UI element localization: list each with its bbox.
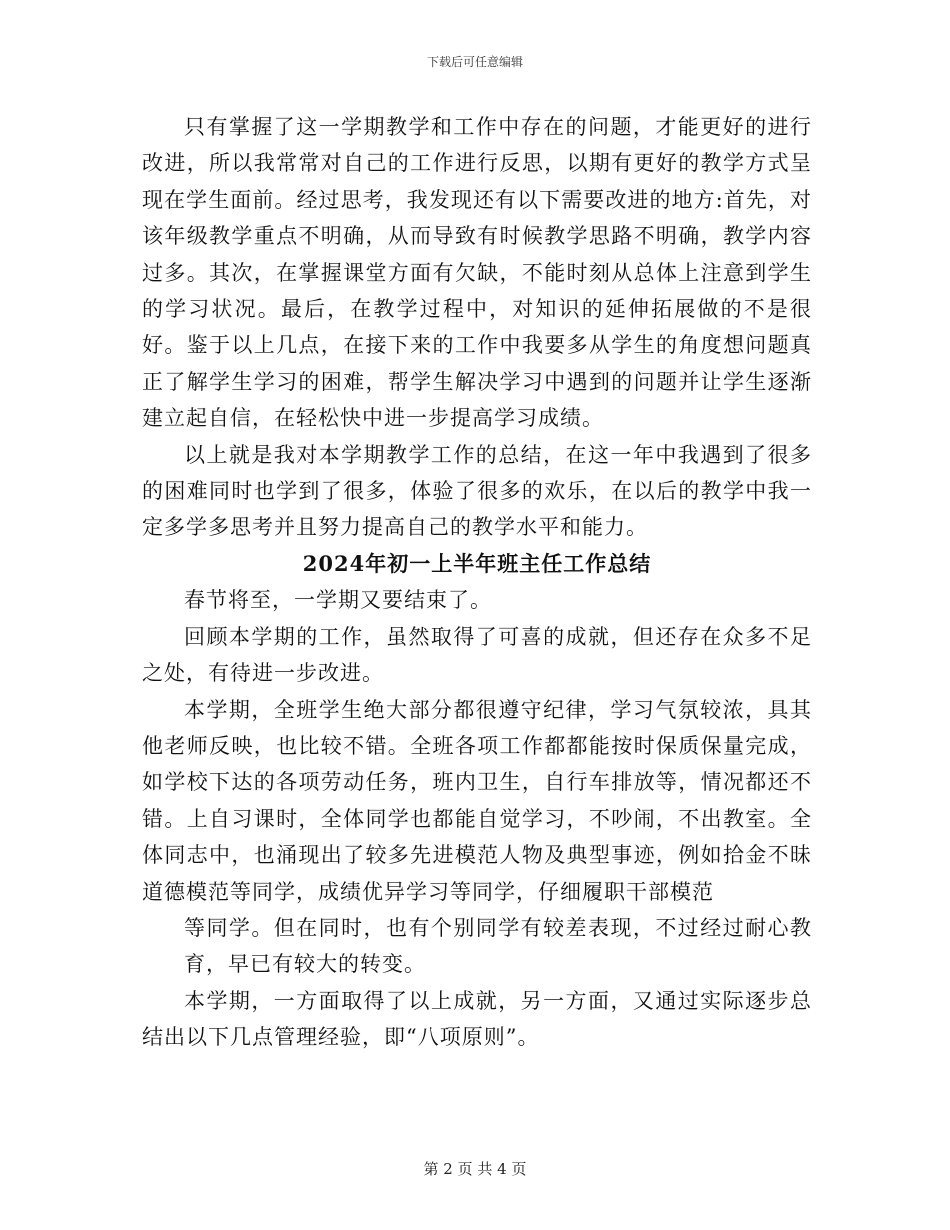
paragraph-class-status: 本学期，全班学生绝大部分都很遵守纪律，学习气氛较浓，具其他老师反映，也比较不错。全班各项工作都都能按时保质保量完成，如学校下达的各项劳动任务，班内卫生，自行车排放等，情况都还不错。上自习课时，全体同学也都能自觉学习，不吵闹，不出教室。全体同志中，也涌现出了较多先进模范人物及典型事迹，例如拾金不昧道德模范等同学，成绩优异学习等同学，仔细履职干部模范 [142,697,812,904]
paragraph-continuation: 等同学。但在同时，也有个别同学有较差表现，不过经过耐心教育，早已有较大的转变。 [184,915,812,977]
paragraph-conclusion: 以上就是我对本学期教学工作的总结，在这一年中我遇到了很多的困难同时也学到了很多，体验了很多的欢乐，在以后的教学中我一定多学多思考并且努力提高自己的教学水平和能力。 [142,442,812,540]
page-header: 下载后可任意编辑 [426,55,523,69]
page-number-footer: 第 2 页 共 4 页 [423,1160,527,1178]
paragraph-review: 回顾本学期的工作，虽然取得了可喜的成就，但还存在众多不足之处，有待进一步改进。 [142,624,812,686]
paragraph-intro: 春节将至，一学期又要结束了。 [184,588,492,613]
paragraph-experience: 本学期，一方面取得了以上成就，另一方面，又通过实际逐步总结出以下几点管理经验，即“八项原则”。 [142,988,812,1050]
section-title: 2024年初一上半年班主任工作总结 [302,550,652,576]
paragraph-reflection: 只有掌握了这一学期教学和工作中存在的问题，才能更好的进行改进，所以我常常对自己的工作进行反思，以期有更好的教学方式呈现在学生面前。经过思考，我发现还有以下需要改进的地方:首先，对该年级教学重点不明确，从而导致有时候教学思路不明确，教学内容过多。其次，在掌握课堂方面有欠缺，不能时刻从总体上注意到学生的学习状况。最后，在教学过程中，对知识的延伸拓展做的不是很好。鉴于以上几点，在接下来的工作中我要多从学生的角度想问题真正了解学生学习的困难，帮学生解决学习中遇到的问题并让学生逐渐建立起自信，在轻松快中进一步提高学习成绩。 [142,115,812,431]
document-body [142,109,812,1056]
